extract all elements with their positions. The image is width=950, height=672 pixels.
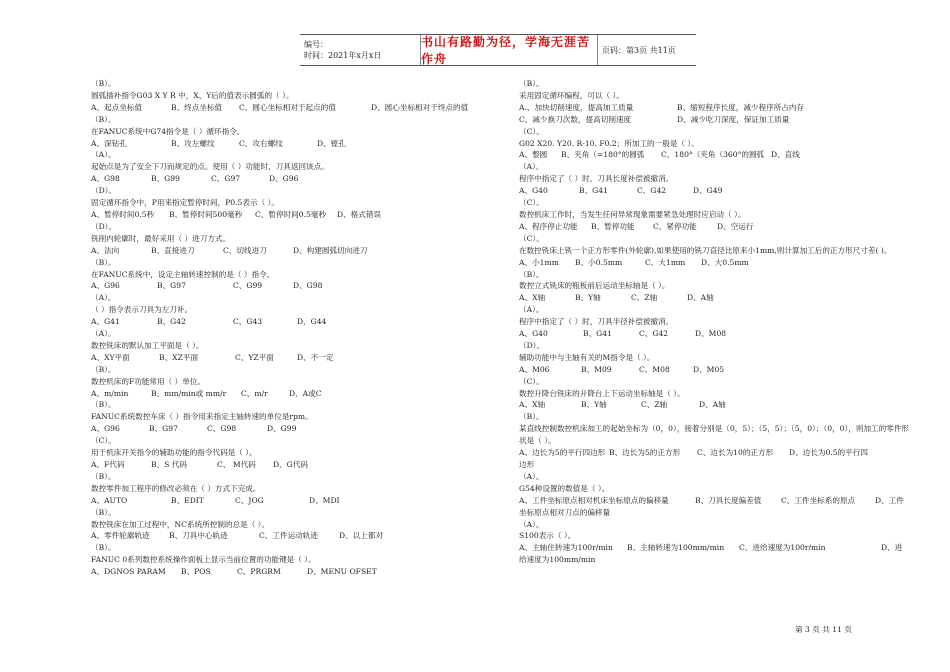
question-text: 起始点是为了安全下刀而规定的点。使用（ ）功能时，刀具返回该点。 <box>91 162 329 172</box>
option-text: C、G97 <box>211 174 241 184</box>
option-text: A、G96 <box>91 281 120 291</box>
answer-options <box>91 459 501 471</box>
option-text: A、XY平面 <box>91 352 130 362</box>
answer-line: （B）。 <box>91 543 116 553</box>
answer-line: （B）。 <box>91 257 116 267</box>
option-text: A、G40 <box>519 186 548 196</box>
question-text: 数控立式铣床的瓶板前后运动坐标轴是（ ）。 <box>519 281 670 291</box>
answer-line: （C）。 <box>91 436 116 446</box>
question-text: G02 X20. Y20. R-10. F0.2；所加工的一般是（ ）。 <box>519 138 699 148</box>
page-footer: 第 3 页 共 11 页 <box>795 625 852 634</box>
answer-options <box>91 423 501 435</box>
question-text: 数控机床工作时，当发生任何异常现象需要紧急处理时应启动（ ）。 <box>519 209 746 219</box>
option-text: B、G41 <box>583 329 612 339</box>
option-text: B、mm/min或 mm/r <box>151 388 227 398</box>
answer-options <box>519 364 911 376</box>
option-text: B、G97 <box>149 424 178 434</box>
answer-options <box>519 495 911 507</box>
answer-options <box>519 542 911 554</box>
question-text: 圆弧插补指令G03 X Y R 中，X、Y后的值表示圆弧的（ ）。 <box>91 90 294 100</box>
option-text: D、M08 <box>695 329 727 339</box>
option-text: B、暂停时间500毫秒 <box>169 209 243 219</box>
header-page <box>598 35 696 65</box>
option-text: B、夹角（=180°的圆弧 <box>561 150 645 160</box>
question-text: S100表示（ ）。 <box>519 531 576 541</box>
option-text: A、程序停止功能 <box>519 221 578 231</box>
option-text: D、不一定 <box>297 352 334 362</box>
option-text: C、G42 <box>639 329 669 339</box>
option-text: C、暂停时间0.5毫秒 <box>255 209 327 219</box>
option-text: B、攻左螺纹 <box>171 138 215 148</box>
option-text: B、暂停功能 <box>591 221 635 231</box>
option-text: C、G42 <box>637 186 667 196</box>
option-text: C、G43 <box>233 317 263 327</box>
option-text: C、PRGRM <box>237 567 281 577</box>
question-text: FANUC 0系列数控系统操作面板上显示当前位置的功能键是（ ）。 <box>91 555 316 565</box>
answer-line: （C）。 <box>519 198 544 208</box>
answer-line: （A）。 <box>519 471 544 481</box>
answer-options <box>519 221 911 233</box>
answer-line: （B）。 <box>91 79 116 88</box>
answer-options <box>91 173 501 185</box>
option-text: B、缩短程序长度，减少程序所占内存 <box>677 102 805 112</box>
answer-line: 坐标原点相对刀点的偏移量 <box>519 507 611 517</box>
option-text: A、工件坐标原点相对机床坐标原点的偏移量 <box>519 495 669 505</box>
option-text: B、POS <box>181 567 211 577</box>
option-text: B、小0.5mm <box>575 257 623 267</box>
option-text: A、G96 <box>91 424 120 434</box>
answer-options <box>91 316 501 328</box>
question-text: （ ）指令表示刀具为左刀补。 <box>91 305 193 315</box>
question-text: FANUC系统数控车床（ ）指令用来指定主轴转速的单位是rpm。 <box>91 412 313 422</box>
option-text: A、零件轮廓轨迹 <box>91 531 150 541</box>
option-text: D、MENU OFSET <box>307 567 377 577</box>
option-text: A、主轴住转速为100r/min <box>519 543 613 553</box>
answer-line: （D）。 <box>91 221 117 231</box>
option-text: A、G98 <box>91 174 120 184</box>
answer-line: （B）。 <box>91 400 116 410</box>
answer-line: （B）。 <box>91 507 116 517</box>
option-text: B、Y轴 <box>581 400 607 410</box>
answer-line: （B）。 <box>91 471 116 481</box>
answer-options <box>519 399 911 411</box>
answer-options <box>91 245 501 257</box>
question-text: 用于机床开关指令的辅助功能的指令代码是（ ）。 <box>91 448 257 458</box>
question-text: 数控零件加工程序的修改必须在（ ）方式下完成。 <box>91 483 261 493</box>
option-text: C、 M代码 <box>217 460 256 469</box>
answer-line: （B）。 <box>91 364 116 374</box>
option-text: D、空运行 <box>717 221 754 231</box>
option-text: D、圆心坐标相对于终点的值 <box>371 102 469 112</box>
header-page-text: 页码：第3页 共11页 <box>602 45 676 55</box>
answer-line: （A）。 <box>519 305 544 315</box>
option-text: C、圆心坐标相对于起点的值 <box>239 102 336 112</box>
answer-options <box>91 388 501 400</box>
option-text: C、Z轴 <box>631 293 658 303</box>
answer-line: （A）。 <box>519 162 544 172</box>
question-text: 在数控铣床上铣一个正方形零件(外轮廓),如果使用的铣刀直径比原来小1mm,则计算加工后的正方形尺寸差( )。 <box>519 245 892 255</box>
option-text: D、镗孔 <box>317 138 346 148</box>
answer-line: 边形 <box>519 460 535 469</box>
option-text: B、Y轴 <box>575 293 601 303</box>
option-text: B、刀具长度偏差值 <box>695 495 762 505</box>
question-text: 程序中指定了（ ）时，刀具半径补偿被撤消。 <box>519 317 674 327</box>
answer-options <box>519 102 911 114</box>
question-text: 辅助功能中与主轴有关的M指令是（ ）。 <box>519 352 655 362</box>
answer-options <box>91 138 501 150</box>
option-text: D、以上都对 <box>339 531 384 541</box>
question-text: 某直线控制数控机床加工的起始坐标为（0，0），接着分别是（0，5）；（5，5）；（5，0）；（0，0），则加工的零件形状是（ ）。 <box>519 424 910 446</box>
option-text: C、Z轴 <box>641 400 668 410</box>
option-text: D、A轴 <box>699 400 726 410</box>
option-text: C、YZ平面 <box>235 352 274 362</box>
answer-options <box>519 447 911 459</box>
option-text: B、终点坐标值 <box>171 102 223 112</box>
answer-options <box>519 185 911 197</box>
option-text: B、G42 <box>157 317 186 327</box>
answer-options <box>519 292 911 304</box>
question-text: 数控铣床在加工过程中，NC系统所控制的总是（ ）。 <box>91 519 270 529</box>
answer-line: （D）。 <box>519 340 545 350</box>
option-text: B、G97 <box>157 281 186 291</box>
option-text: C、M08 <box>639 364 670 374</box>
option-text: C、切线进刀 <box>223 245 267 255</box>
header-time: 时间：2021年x月x日 <box>304 51 382 60</box>
answer-line: （A）。 <box>519 519 544 529</box>
option-text: B、主轴转速为100mm/min <box>627 543 725 553</box>
answer-options <box>91 495 501 507</box>
answer-line: （D）。 <box>91 186 117 196</box>
option-text: A、深钻孔 <box>91 138 127 148</box>
option-text: C、G99 <box>233 281 263 291</box>
answer-line: （C）。 <box>519 233 544 243</box>
option-text: C、m/r <box>241 388 268 398</box>
answer-options <box>519 328 911 340</box>
question-text: 铣削内轮廓时，最好采用（ ）进刀方式。 <box>91 233 231 243</box>
option-text: A、暂停时间0.5秒 <box>91 209 155 219</box>
option-text: D、M05 <box>693 364 725 374</box>
option-text: B、边长为5的正方形 <box>609 448 681 458</box>
option-text: D、格式错误 <box>337 209 382 219</box>
option-text: C、攻右螺纹 <box>239 138 283 148</box>
option-text: D、G49 <box>693 186 723 196</box>
option-text: A、M06 <box>519 364 550 374</box>
option-text: D、直线 <box>771 150 800 160</box>
answer-line: 给速度为100mm/min <box>519 555 596 565</box>
option-text: D、MDI <box>309 495 340 505</box>
question-text: 数控机床的F功能常用（ ）单位。 <box>91 376 205 386</box>
option-text: A、DGNOS PARAM <box>91 567 166 577</box>
option-text: A、X轴 <box>519 293 546 303</box>
page-header <box>300 34 696 66</box>
answer-line: （B）。 <box>519 269 544 279</box>
option-text: D、G99 <box>267 424 297 434</box>
answer-line: （A）。 <box>91 150 116 160</box>
answer-line: （B）。 <box>91 114 116 124</box>
answer-line: （C）。 <box>519 376 544 386</box>
right-column <box>519 78 911 566</box>
answer-line: （C）。 <box>519 126 544 136</box>
option-text: B、XZ平面 <box>159 352 199 362</box>
option-text: D、G44 <box>297 317 327 327</box>
option-text: A、G40 <box>519 329 548 339</box>
answer-line: （B）。 <box>519 79 544 88</box>
option-text: B、G41 <box>579 186 608 196</box>
answer-options <box>91 352 501 364</box>
question-text: G54种设置的数值是（ ）。 <box>519 483 610 493</box>
option-text: B、EDIT <box>171 495 204 505</box>
option-text: A、起点坐标值 <box>91 102 143 112</box>
question-text: 数控升降台铣床的升降台上下运动坐标轴是（ ）。 <box>519 388 685 398</box>
header-info <box>300 35 421 65</box>
answer-options <box>91 280 501 292</box>
option-text: D、G98 <box>293 281 323 291</box>
header-motto <box>421 35 598 65</box>
option-text: D、A轴 <box>687 293 714 303</box>
option-text: C、减少换刀次数，提高切削速度 <box>519 114 632 124</box>
option-text: C、进给速度为100r/min <box>739 543 826 553</box>
answer-options <box>91 209 501 221</box>
option-text: A、边长为5的平行四边形 <box>519 448 606 458</box>
option-text: D、A或C <box>289 388 322 398</box>
option-text: D、G代码 <box>273 460 308 469</box>
answer-options <box>91 102 501 114</box>
answer-options <box>91 530 501 542</box>
answer-options <box>91 566 501 578</box>
question-text: 数控铣床的默认加工平面是（ ）。 <box>91 340 204 350</box>
option-text: D、边长为0.5的平行四 <box>789 448 868 458</box>
option-text: C、工件坐标系的原点 <box>781 495 856 505</box>
option-text: D、G96 <box>269 174 299 184</box>
option-text: A、小1mm <box>519 257 559 267</box>
header-number: 编号： <box>304 40 328 49</box>
question-text: 在FANUC系统中G74指令是（ ）循环指令。 <box>91 126 245 136</box>
option-text: D、构建圆弧切向进刀 <box>293 245 368 255</box>
option-text: A、m/min <box>91 388 129 398</box>
option-text: C、180°（夹角（360°的圆弧 <box>661 150 765 160</box>
question-text: 固定循环指令中，P用来指定暂停时间，P0.5表示（ ）。 <box>91 198 279 208</box>
option-text: C、大1mm <box>645 257 686 267</box>
option-text: B、S 代码 <box>151 460 187 469</box>
option-text: D、进 <box>881 543 903 553</box>
answer-line: （A）。 <box>91 293 116 303</box>
option-text: B、刀具中心轨迹 <box>169 531 228 541</box>
option-text: B、G99 <box>151 174 180 184</box>
option-text: C、边长为10的正方形 <box>697 448 774 458</box>
option-text: C、G98 <box>207 424 237 434</box>
option-text: C、工件运动轨迹 <box>259 531 318 541</box>
header-motto-text: 书山有路勤为径，学海无涯苦作舟 <box>421 35 591 66</box>
left-column <box>91 78 501 578</box>
option-text: A.、加快切削速度，提高加工质量 <box>519 102 634 112</box>
option-text: A、G41 <box>91 317 120 327</box>
option-text: A、F代码 <box>91 460 125 469</box>
option-text: D、减少吃刀深度，保证加工质量 <box>677 114 790 124</box>
option-text: B、直接进刀 <box>151 245 195 255</box>
option-text: B、M09 <box>581 364 612 374</box>
option-text: D、大0.5mm <box>701 257 749 267</box>
question-text: 程序中指定了（ ）时，刀具长度补偿被撤消。 <box>519 174 674 184</box>
answer-options <box>519 114 911 126</box>
question-text: 在FANUC系统中，设定主轴转速控制的是（ ）指令。 <box>91 269 275 279</box>
option-text: A、法向 <box>91 245 120 255</box>
option-text: C、JOG <box>235 495 264 505</box>
answer-options <box>519 257 911 269</box>
question-text: 采用固定循环编程，可以（ ）。 <box>519 90 624 100</box>
answer-options <box>519 149 911 161</box>
answer-line: （B）。 <box>519 412 544 422</box>
option-text: A、AUTO <box>91 495 128 505</box>
answer-line: （A）。 <box>91 329 116 339</box>
option-text: D、工件 <box>875 495 904 505</box>
option-text: C、紧停功能 <box>653 221 697 231</box>
option-text: A、整圆 <box>519 150 548 160</box>
option-text: A、X轴 <box>519 400 546 410</box>
